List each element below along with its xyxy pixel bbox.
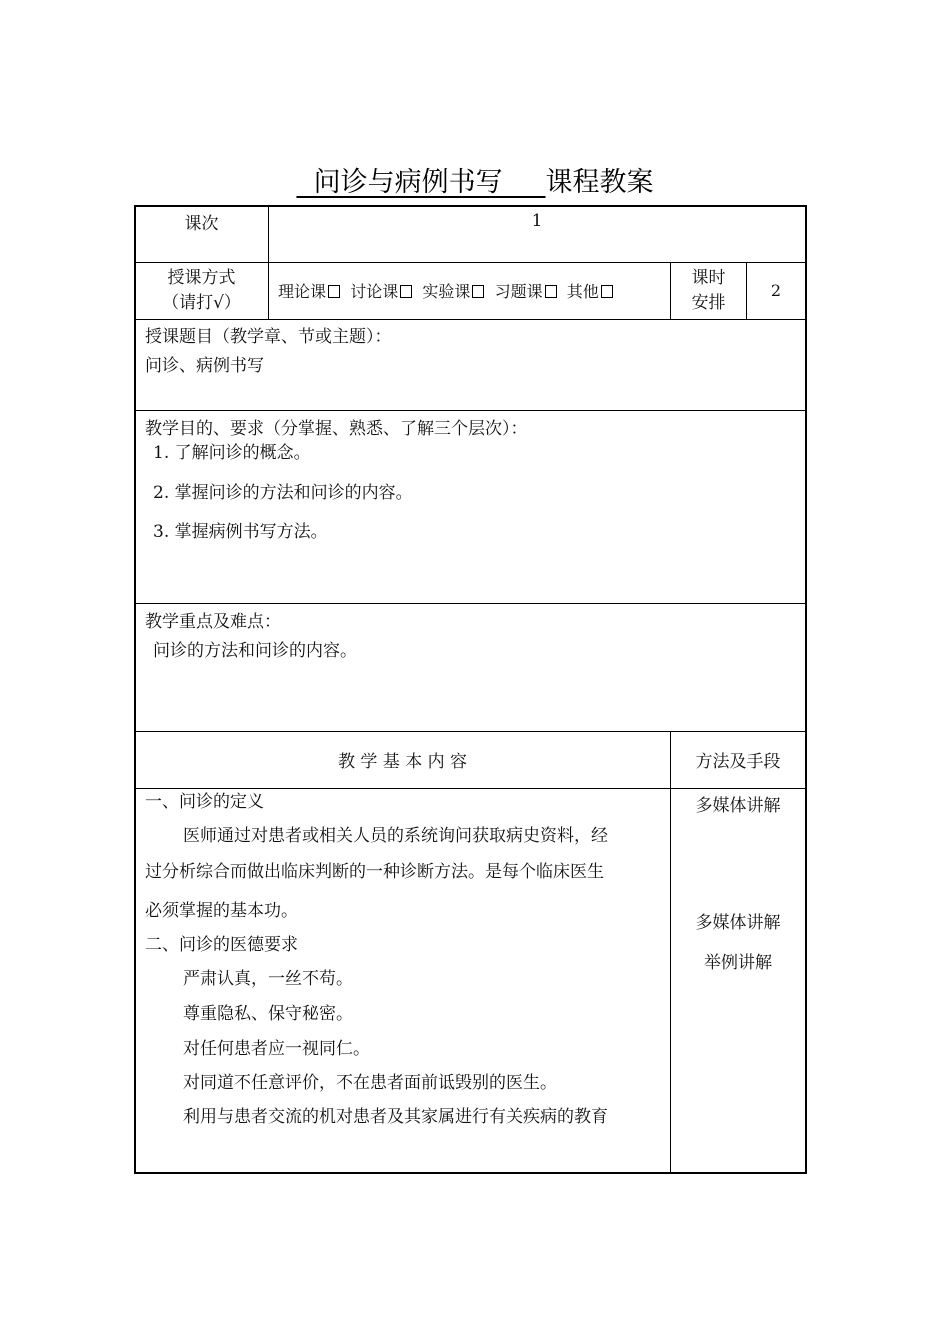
row-divider [134, 731, 807, 732]
option-lab[interactable]: 实验课 [422, 282, 484, 301]
checkbox-icon[interactable] [328, 285, 340, 298]
checkbox-icon[interactable] [601, 285, 613, 298]
lesson-number-value: 1 [531, 211, 543, 231]
teaching-mode-hint: （请打√） [162, 293, 241, 313]
row-divider [134, 410, 807, 411]
lesson-number-label: 课次 [184, 214, 219, 234]
method-item: 多媒体讲解 [695, 796, 781, 816]
title-suffix: 课程教案 [545, 167, 654, 198]
content-line: 一、问诊的定义 [145, 792, 264, 812]
course-name: 问诊与病例书写 [296, 167, 546, 198]
content-line: 尊重隐私、保守秘密。 [183, 1004, 353, 1024]
content-line: 严肃认真，一丝不苟。 [183, 969, 353, 989]
teaching-mode-options [278, 282, 613, 301]
key-points-content: 问诊的方法和问诊的内容。 [153, 641, 357, 661]
objectives-heading: 教学目的、要求（分掌握、熟悉、了解三个层次）： [145, 419, 528, 439]
topic-heading: 授课题目（教学章、节或主题）： [145, 327, 392, 347]
method-header: 方法及手段 [695, 752, 781, 772]
objective-item: 1. 了解问诊的概念。 [153, 443, 311, 463]
hours-value: 2 [770, 281, 782, 300]
row-divider [134, 262, 807, 263]
hours-label-line2: 安排 [691, 293, 726, 313]
hours-label: 课时 [691, 268, 726, 288]
method-item: 多媒体讲解 [695, 913, 781, 933]
option-discussion[interactable]: 讨论课 [350, 282, 412, 301]
content-header: 教 学 基 本 内 容 [337, 752, 468, 772]
page-title [0, 160, 950, 199]
row-divider [134, 788, 807, 789]
method-item: 举例讲解 [704, 953, 772, 973]
key-points-heading: 教学重点及难点： [145, 612, 281, 632]
teaching-mode-label: 授课方式 [167, 268, 236, 288]
content-line: 医师通过对患者或相关人员的系统询问获取病史资料，经 [183, 826, 608, 846]
topic-content: 问诊、病例书写 [145, 356, 264, 376]
content-line: 利用与患者交流的机对患者及其家属进行有关疾病的教育 [183, 1107, 608, 1127]
checkbox-icon[interactable] [400, 285, 412, 298]
content-line: 对任何患者应一视同仁。 [183, 1039, 370, 1059]
option-other[interactable]: 其他 [567, 282, 613, 301]
objective-item: 2. 掌握问诊的方法和问诊的内容。 [153, 483, 413, 503]
content-line: 过分析综合而做出临床判断的一种诊断方法。是每个临床医生 [145, 862, 604, 882]
checkbox-icon[interactable] [472, 285, 484, 298]
option-theory[interactable]: 理论课 [278, 282, 340, 301]
lesson-plan-table [134, 205, 807, 1174]
option-exercise[interactable]: 习题课 [495, 282, 557, 301]
checkbox-icon[interactable] [545, 285, 557, 298]
objective-item: 3. 掌握病例书写方法。 [153, 522, 328, 542]
content-line: 必须掌握的基本功。 [145, 901, 298, 921]
content-line: 对同道不任意评价，不在患者面前诋毁别的医生。 [183, 1073, 557, 1093]
row-divider [134, 319, 807, 320]
content-line: 二、问诊的医德要求 [145, 935, 298, 955]
row-divider [134, 603, 807, 604]
